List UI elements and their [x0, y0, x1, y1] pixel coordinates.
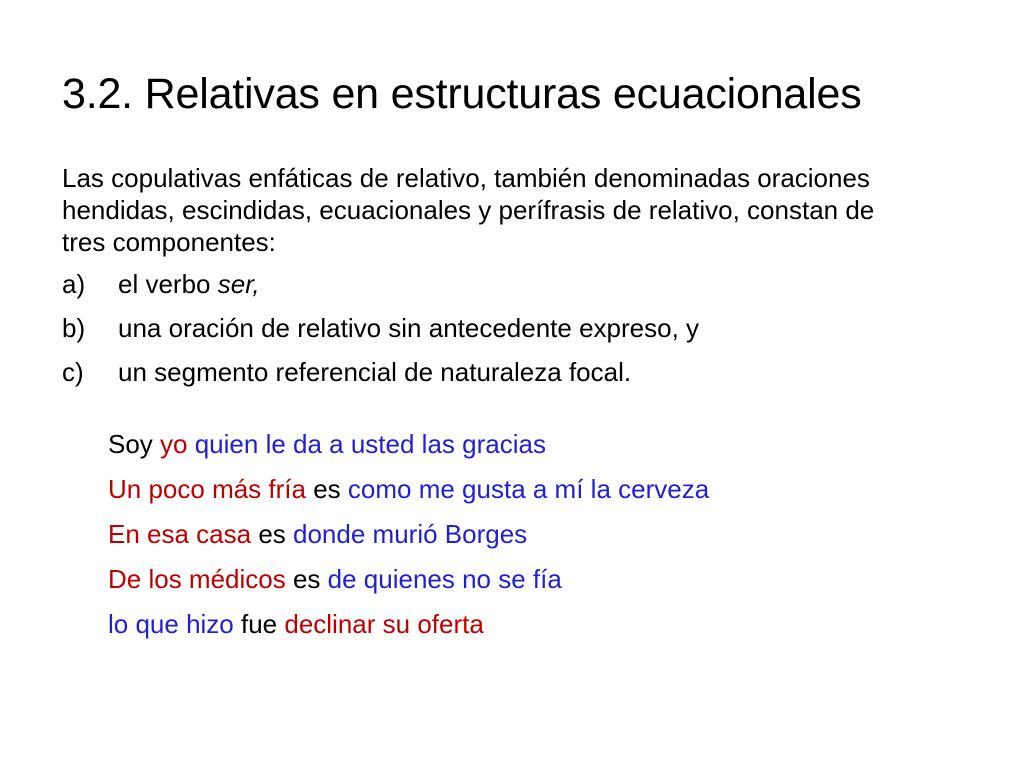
list-item-c — [62, 356, 962, 388]
example-segment: como me gusta a mí la cerveza — [347, 474, 710, 504]
example-sentence — [108, 563, 962, 595]
example-sentences — [62, 428, 962, 640]
list-marker: a) — [62, 269, 86, 299]
list-text: un segmento referencial de naturaleza focal. — [118, 357, 632, 387]
example-segment: lo que hizo — [108, 609, 234, 639]
example-segment: de quienes no se fía — [327, 564, 562, 594]
example-sentence — [108, 428, 962, 460]
list-text: una oración de relativo sin antecedente expreso, y — [118, 313, 700, 343]
example-segment: es — [285, 564, 328, 594]
example-segment: es — [251, 519, 294, 549]
list-marker: c) — [62, 357, 84, 387]
example-segment: En esa casa — [108, 519, 252, 549]
example-segment: yo — [160, 429, 188, 459]
list-marker: b) — [62, 313, 86, 343]
list-text-plain: el verbo — [118, 269, 218, 299]
intro-paragraph: Las copulativas enfáticas de relativo, también denominadas oraciones hendidas, escindidas, ecuacionales y perífrasis de relativo, constan de tres componentes: — [62, 163, 875, 257]
component-list — [62, 268, 962, 388]
slide-title: 3.2. Relativas en estructuras ecuacionales — [62, 70, 862, 118]
slide-body — [62, 162, 962, 653]
example-segment: fue — [233, 609, 285, 639]
example-segment: es — [305, 474, 348, 504]
list-text-italic: ser, — [217, 269, 260, 299]
example-sentence — [108, 473, 962, 505]
example-sentence — [108, 518, 962, 550]
example-segment: donde murió Borges — [293, 519, 528, 549]
list-item-a — [62, 268, 962, 300]
list-item-b — [62, 312, 962, 344]
example-segment: Un poco más fría — [108, 474, 306, 504]
example-sentence — [108, 608, 962, 640]
example-segment: Soy — [108, 429, 161, 459]
list-text — [118, 268, 962, 300]
example-segment: De los médicos — [108, 564, 286, 594]
example-segment: declinar su oferta — [284, 609, 484, 639]
example-segment: quien le da a usted las gracias — [187, 429, 546, 459]
